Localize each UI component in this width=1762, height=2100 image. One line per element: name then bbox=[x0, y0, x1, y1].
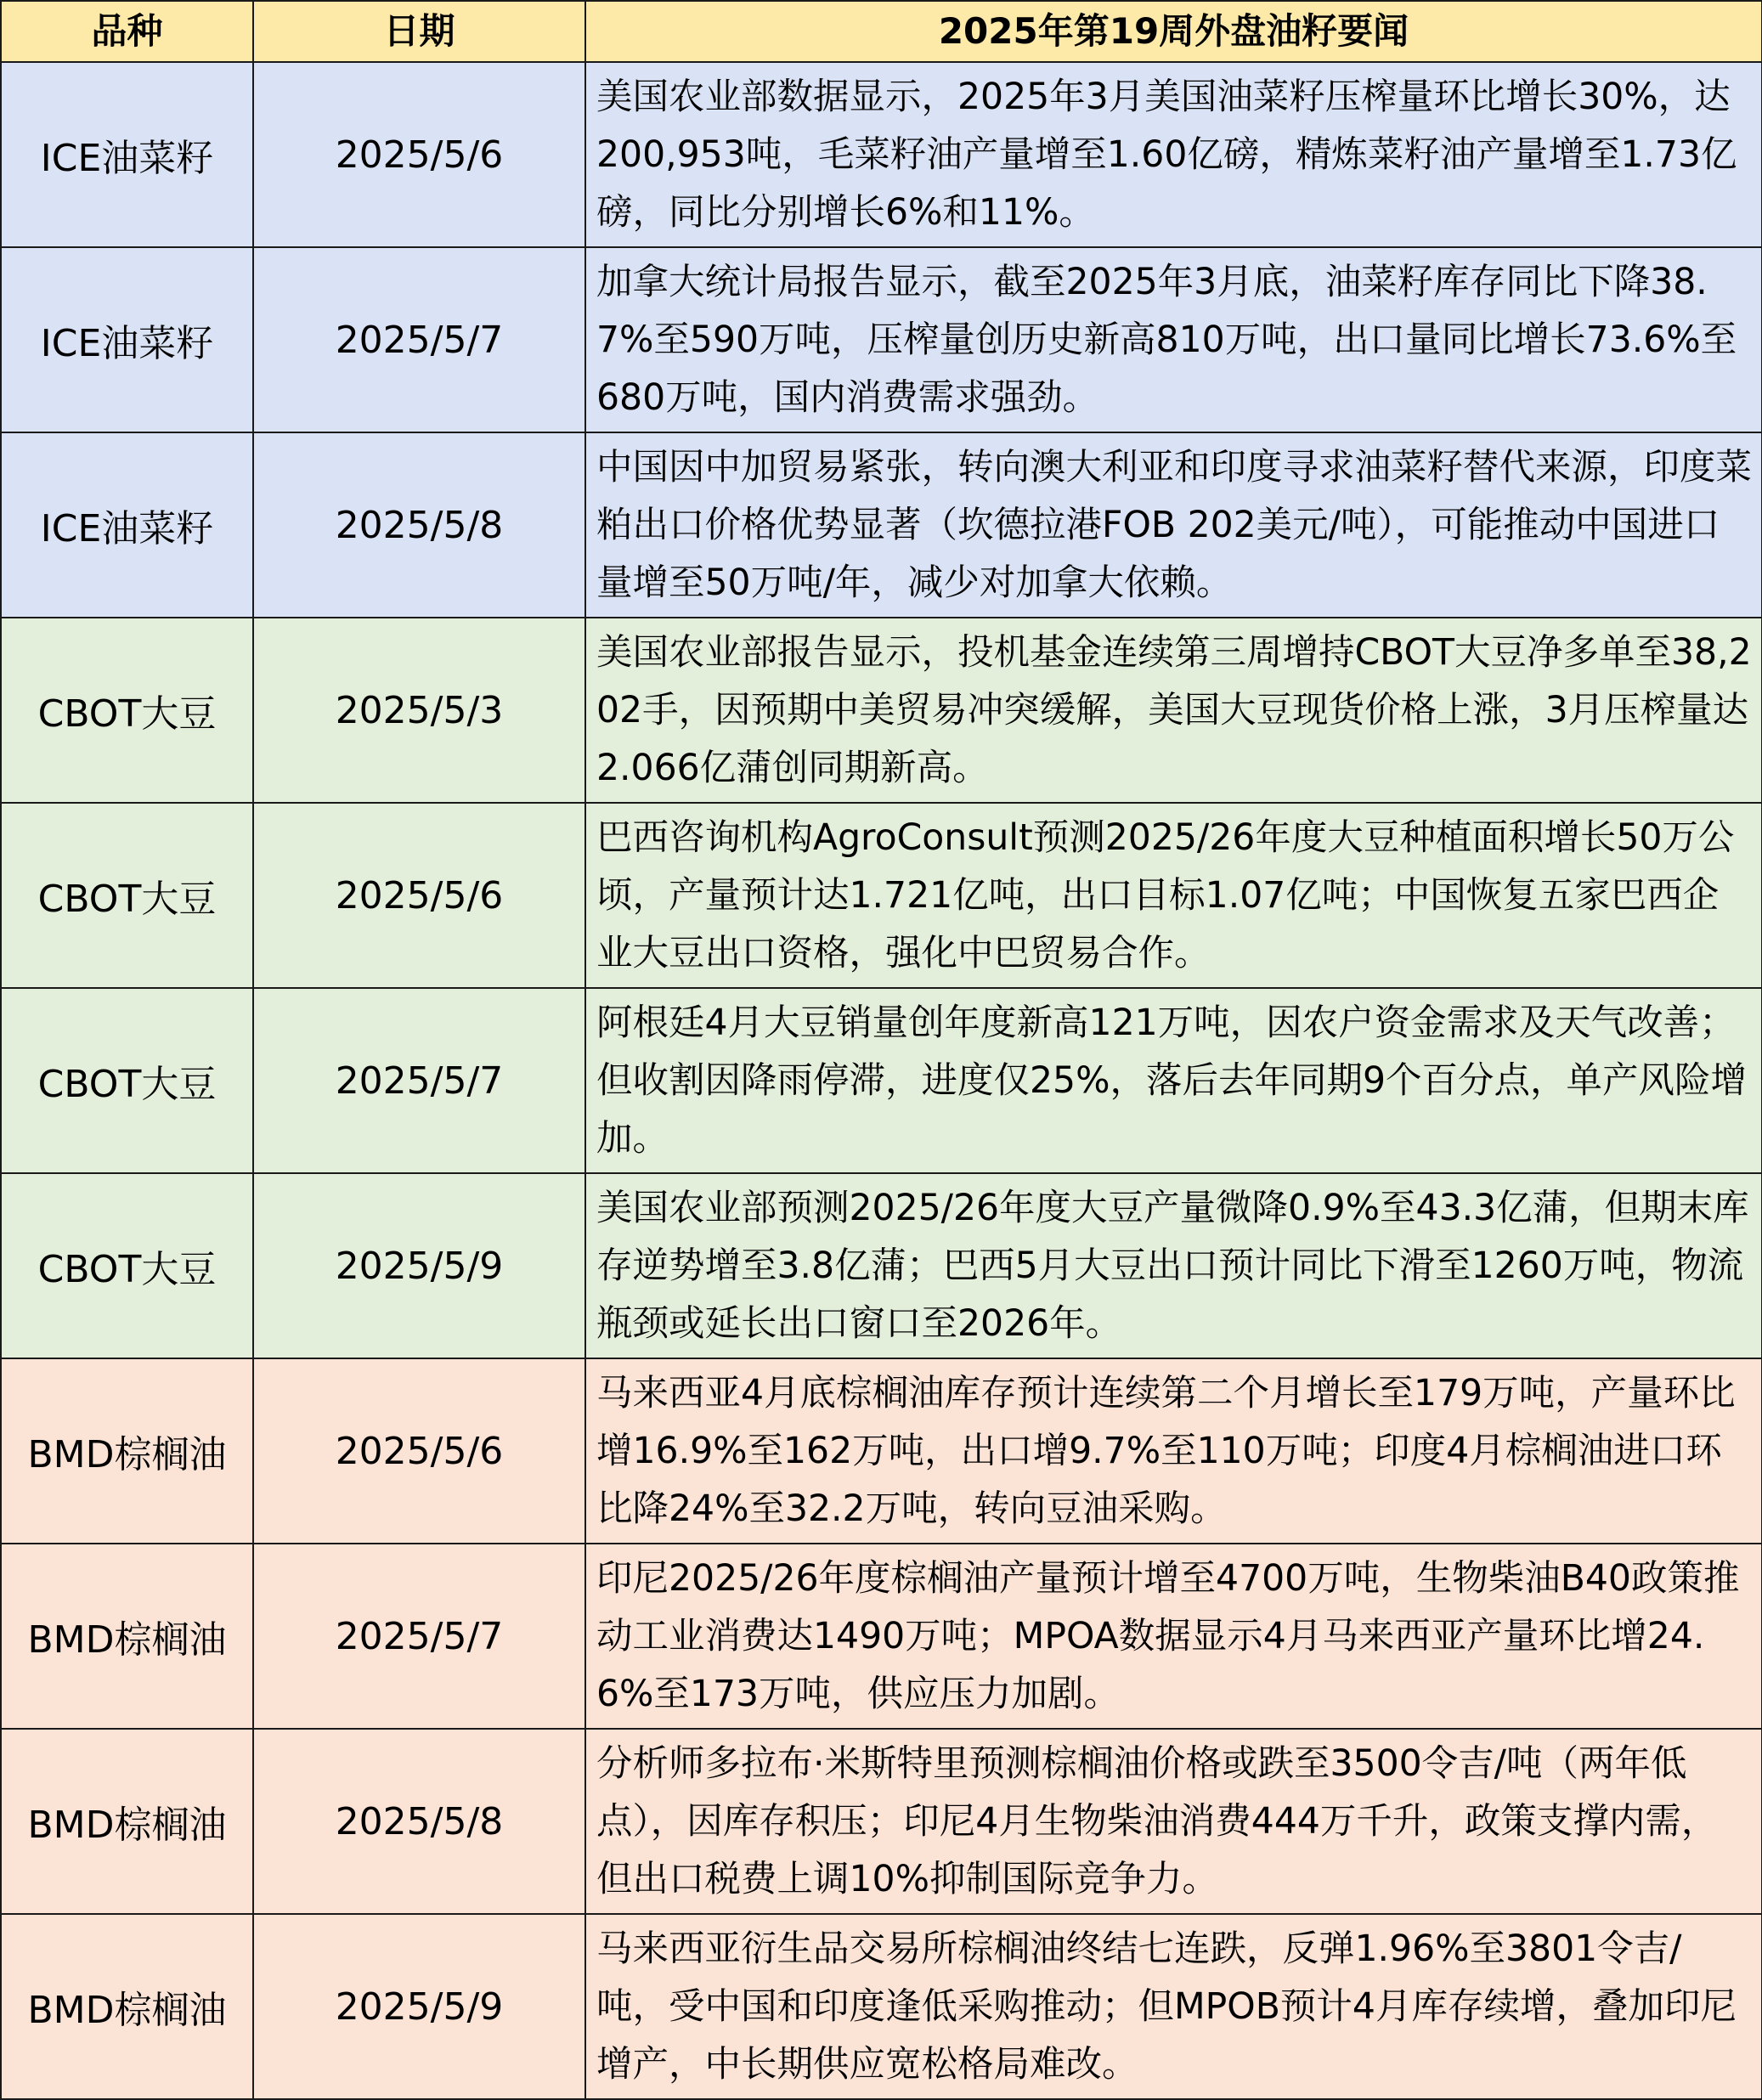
date-cell: 2025/5/6 bbox=[253, 62, 585, 247]
date-cell: 2025/5/9 bbox=[253, 1914, 585, 2099]
variety-cell: CBOT大豆 bbox=[1, 803, 253, 988]
table-row bbox=[1, 1544, 1762, 1729]
news-cell: 加拿大统计局报告显示，截至2025年3月底，油菜籽库存同比下降38.7%至590万吨，压榨量创历史新高810万吨，出口量同比增长73.6%至680万吨，国内消费需求强劲。 bbox=[585, 247, 1762, 432]
header-variety: 品种 bbox=[1, 1, 253, 62]
table-row bbox=[1, 1729, 1762, 1914]
header-row bbox=[1, 1, 1762, 62]
news-cell: 巴西咨询机构AgroConsult预测2025/26年度大豆种植面积增长50万公顷，产量预计达1.721亿吨，出口目标1.07亿吨；中国恢复五家巴西企业大豆出口资格，强化中巴贸易合作。 bbox=[585, 803, 1762, 988]
news-cell: 美国农业部数据显示，2025年3月美国油菜籽压榨量环比增长30%，达200,953吨，毛菜籽油产量增至1.60亿磅，精炼菜籽油产量增至1.73亿磅，同比分别增长6%和11%。 bbox=[585, 62, 1762, 247]
table-row bbox=[1, 1173, 1762, 1358]
news-cell: 印尼2025/26年度棕榈油产量预计增至4700万吨，生物柴油B40政策推动工业消费达1490万吨；MPOA数据显示4月马来西亚产量环比增24.6%至173万吨，供应压力加剧。 bbox=[585, 1544, 1762, 1729]
table-row bbox=[1, 618, 1762, 803]
variety-cell: BMD棕榈油 bbox=[1, 1544, 253, 1729]
news-cell: 中国因中加贸易紧张，转向澳大利亚和印度寻求油菜籽替代来源，印度菜粕出口价格优势显著（坎德拉港FOB 202美元/吨），可能推动中国进口量增至50万吨/年，减少对加拿大依赖。 bbox=[585, 432, 1762, 618]
date-cell: 2025/5/3 bbox=[253, 618, 585, 803]
date-cell: 2025/5/6 bbox=[253, 1358, 585, 1544]
news-cell: 马来西亚4月底棕榈油库存预计连续第二个月增长至179万吨，产量环比增16.9%至162万吨，出口增9.7%至110万吨；印度4月棕榈油进口环比降24%至32.2万吨，转向豆油采购。 bbox=[585, 1358, 1762, 1544]
table-row bbox=[1, 62, 1762, 247]
date-cell: 2025/5/9 bbox=[253, 1173, 585, 1358]
variety-cell: ICE油菜籽 bbox=[1, 247, 253, 432]
news-cell: 马来西亚衍生品交易所棕榈油终结七连跌，反弹1.96%至3801令吉/吨，受中国和印度逢低采购推动；但MPOB预计4月库存续增，叠加印尼增产，中长期供应宽松格局难改。 bbox=[585, 1914, 1762, 2099]
news-cell: 美国农业部报告显示，投机基金连续第三周增持CBOT大豆净多单至38,202手，因预期中美贸易冲突缓解，美国大豆现货价格上涨，3月压榨量达2.066亿蒲创同期新高。 bbox=[585, 618, 1762, 803]
news-cell: 美国农业部预测2025/26年度大豆产量微降0.9%至43.3亿蒲，但期末库存逆势增至3.8亿蒲；巴西5月大豆出口预计同比下滑至1260万吨，物流瓶颈或延长出口窗口至2026年。 bbox=[585, 1173, 1762, 1358]
variety-cell: BMD棕榈油 bbox=[1, 1729, 253, 1914]
variety-cell: CBOT大豆 bbox=[1, 1173, 253, 1358]
date-cell: 2025/5/7 bbox=[253, 247, 585, 432]
variety-cell: CBOT大豆 bbox=[1, 988, 253, 1173]
date-cell: 2025/5/8 bbox=[253, 1729, 585, 1914]
variety-cell: ICE油菜籽 bbox=[1, 62, 253, 247]
variety-cell: BMD棕榈油 bbox=[1, 1914, 253, 2099]
table-row bbox=[1, 1358, 1762, 1544]
date-cell: 2025/5/8 bbox=[253, 432, 585, 618]
header-news-title: 2025年第19周外盘油籽要闻 bbox=[585, 1, 1762, 62]
date-cell: 2025/5/7 bbox=[253, 1544, 585, 1729]
table-row bbox=[1, 803, 1762, 988]
table-row bbox=[1, 988, 1762, 1173]
variety-cell: ICE油菜籽 bbox=[1, 432, 253, 618]
news-cell: 阿根廷4月大豆销量创年度新高121万吨，因农户资金需求及天气改善；但收割因降雨停滞，进度仅25%，落后去年同期9个百分点，单产风险增加。 bbox=[585, 988, 1762, 1173]
variety-cell: BMD棕榈油 bbox=[1, 1358, 253, 1544]
header-date: 日期 bbox=[253, 1, 585, 62]
news-cell: 分析师多拉布·米斯特里预测棕榈油价格或跌至3500令吉/吨（两年低点），因库存积压；印尼4月生物柴油消费444万千升，政策支撑内需，但出口税费上调10%抑制国际竞争力。 bbox=[585, 1729, 1762, 1914]
table-row bbox=[1, 1914, 1762, 2099]
table-row bbox=[1, 432, 1762, 618]
variety-cell: CBOT大豆 bbox=[1, 618, 253, 803]
date-cell: 2025/5/7 bbox=[253, 988, 585, 1173]
table-row bbox=[1, 247, 1762, 432]
date-cell: 2025/5/6 bbox=[253, 803, 585, 988]
